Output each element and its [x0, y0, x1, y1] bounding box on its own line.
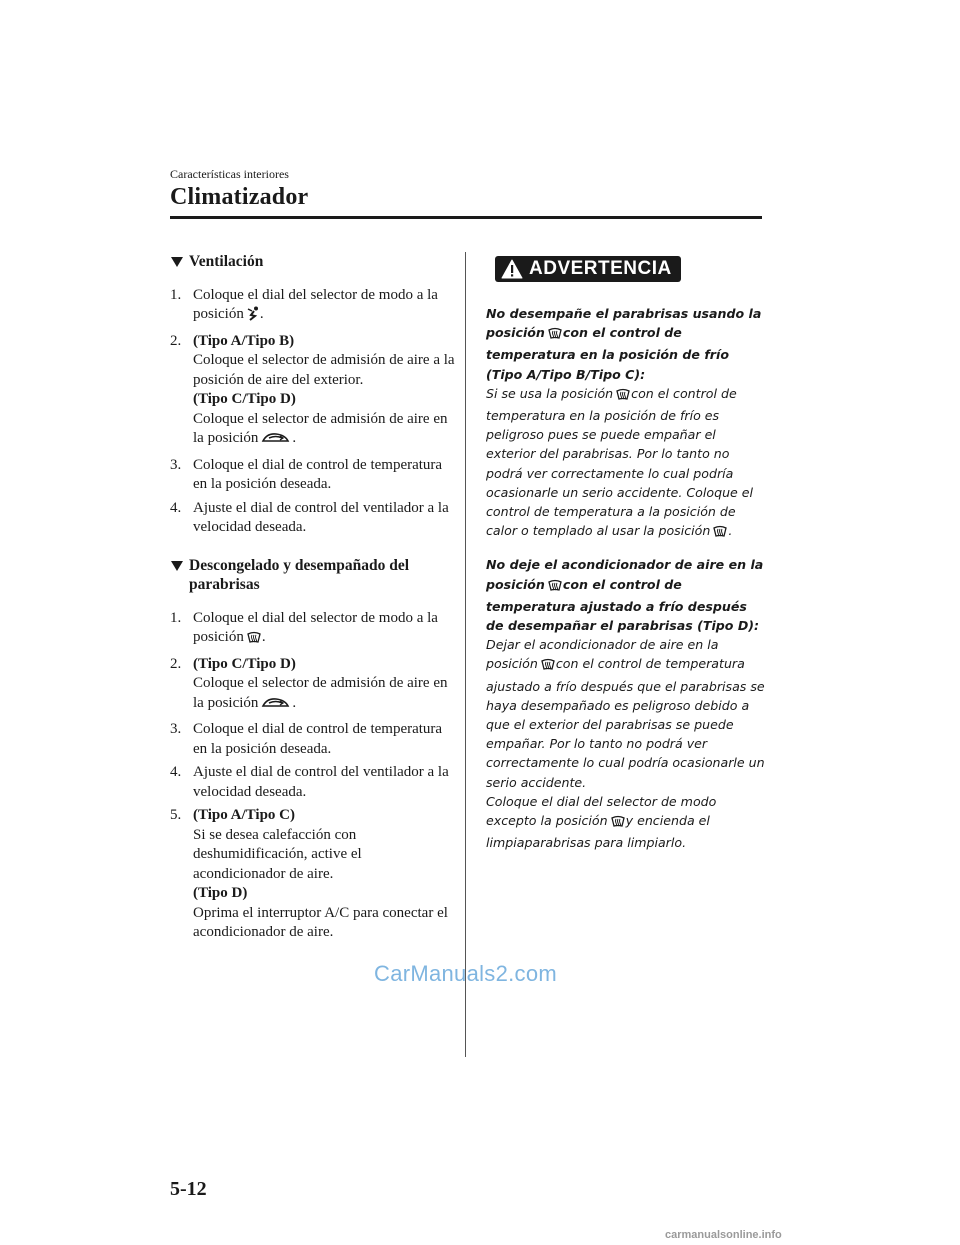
- page-title: Climatizador: [170, 184, 309, 210]
- section-heading-defrost: Descongelado y desempañado del parabrisas: [170, 556, 455, 595]
- triangle-bullet-icon: [171, 257, 183, 267]
- page-number: 5-12: [170, 1178, 207, 1200]
- warning-paragraph-1: No desempañe el parabrisas usando la posición con el control de temperatura en la posición de frío (Tipo A/Tipo B/Tipo C): Si se usa la posición con el control de temperatura en la posición de frío es peligroso pues se puede empañar el exterior del parabrisas. Por lo tanto no podrá ver correctamente lo cual podría ocasionarle un serio accidente. Coloque el control de temperatura a la posición de calor o templado al usar la posición .: [486, 304, 766, 543]
- warning-badge: ADVERTENCIA: [495, 256, 681, 282]
- list-item: 1. Coloque el dial del selector de modo a la posición .: [170, 609, 455, 651]
- windshield-defrost-icon: [713, 524, 727, 543]
- left-column: [170, 252, 455, 947]
- list-item: 3. Coloque el dial de control de temperatura en la posición deseada.: [170, 721, 443, 757]
- list-item: 4. Ajuste el dial de control del ventilador a la velocidad deseada.: [170, 499, 449, 535]
- list-item: 4. Ajuste el dial de control del ventilador a la velocidad deseada.: [170, 764, 449, 800]
- warning-box: [486, 256, 766, 852]
- column-divider: [465, 252, 466, 1057]
- air-recirculation-icon: [261, 431, 291, 452]
- windshield-defrost-icon: [247, 631, 261, 651]
- windshield-defrost-icon: [616, 387, 630, 406]
- title-rule: [170, 216, 762, 219]
- windshield-defrost-icon: [541, 657, 555, 676]
- watermark-carmanualsonline: carmanualsonline.info: [665, 1229, 782, 1241]
- warning-paragraph-2: No deje el acondicionador de aire en la posición con el control de temperatura ajustado a frío después de desempañar el parabrisas (Tipo D): Dejar el acondicionador de aire en la posición con el control de temperatura ajustado a frío después que el parabrisas se haya desempañado es peligroso debido a que el exterior del parabrisas se puede empañar. Por lo tanto no podrá ver correctamente lo cual podría ocasionarle un serio accidente. Coloque el dial del selector de modo excepto la posición y encienda el limpiaparabrisas para limpiarlo.: [486, 557, 765, 851]
- windshield-defrost-icon: [611, 814, 625, 833]
- section-heading-ventilation: Ventilación: [170, 252, 455, 272]
- air-recirculation-icon: [261, 696, 291, 717]
- list-item: 2. (Tipo C/Tipo D) Coloque el selector de admisión de aire en la posición .: [170, 655, 455, 717]
- chapter-label: Características interiores: [170, 167, 289, 181]
- list-item: 2. (Tipo A/Tipo B) Coloque el selector de admisión de aire a la posición de aire del exterior. (Tipo C/Tipo D) Coloque el selector de admisión de aire en la posición .: [170, 332, 455, 452]
- watermark-carmanuals: CarManuals2.com: [374, 961, 558, 986]
- windshield-defrost-icon: [548, 326, 562, 345]
- list-item: 3. Coloque el dial de control de temperatura en la posición deseada.: [170, 456, 443, 492]
- warning-triangle-icon: [501, 259, 523, 279]
- list-item: 1. Coloque el dial del selector de modo a la posición .: [170, 286, 455, 328]
- list-item: 5. (Tipo A/Tipo C) Si se desea calefacción con deshumidificación, active el acondicionador de aire. (Tipo D) Oprima el interruptor A/C para conectar el acondicionador de aire.: [170, 807, 448, 940]
- triangle-bullet-icon: [171, 561, 183, 571]
- vent-mode-icon: [247, 306, 259, 328]
- windshield-defrost-icon: [548, 578, 562, 597]
